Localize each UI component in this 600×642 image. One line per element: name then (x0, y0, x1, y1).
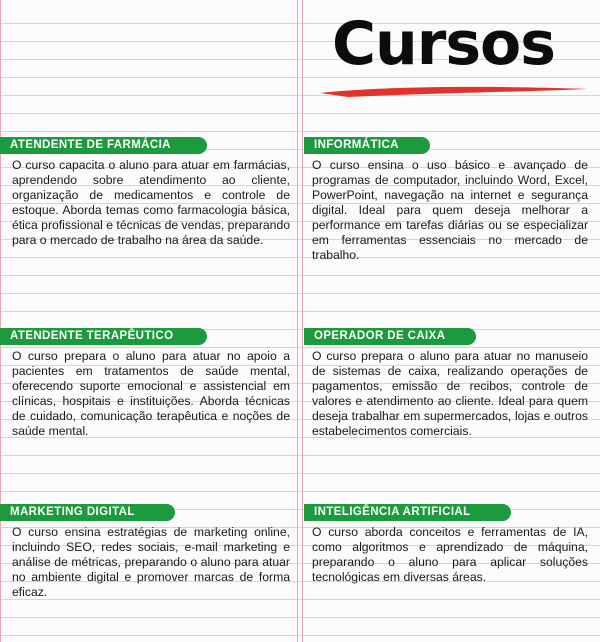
course-card-marketing-digital (0, 502, 290, 600)
course-label: OPERADOR DE CAIXA (304, 328, 476, 345)
course-card-atendente-terapeutico (0, 326, 290, 439)
course-description: O curso aborda conceitos e ferramentas de IA, como algoritmos e aprendizado de máquina, preparando o aluno para aplicar soluções tecnológicas em diversas áreas. (312, 525, 588, 584)
course-card-inteligencia-artificial (304, 502, 588, 585)
course-label: ATENDENTE TERAPÊUTICO (0, 328, 207, 345)
title-brush-underline (318, 83, 590, 99)
course-description: O curso capacita o aluno para atuar em farmácias, aprendendo sobre atendimento ao cliente, organização de medicamentos e controle de estoque. Aborda temas como farmacologia básica, ética profissional e técnicas de vendas, preparando para o mercado de trabalho na área da saúde. (12, 158, 290, 247)
course-description: O curso prepara o aluno para atuar no manuseio de sistemas de caixa, realizando operações de pagamentos, emissão de recibos, controle de valores e atendimento ao cliente. Ideal para quem deseja trabalhar em supermercados, lojas e outros estabelecimentos comerciais. (312, 349, 588, 438)
course-label: INFORMÁTICA (304, 137, 430, 154)
course-card-atendente-farmacia (0, 135, 290, 248)
notebook-margin-line-center-left (297, 0, 298, 642)
course-label: ATENDENTE DE FARMÁCIA (0, 137, 207, 154)
course-card-operador-caixa (304, 326, 588, 439)
course-label: MARKETING DIGITAL (0, 504, 175, 521)
course-card-informatica (304, 135, 588, 263)
course-description: O curso ensina o uso básico e avançado de programas de computador, incluindo Word, Excel, PowerPoint, navegação na internet e segurança digital. Ideal para quem deseja melhorar a performance em tarefas diárias ou se especializar em ferramentas essenciais no mercado de trabalho. (312, 158, 588, 262)
course-description: O curso prepara o aluno para atuar no apoio a pacientes em tratamentos de saúde mental, oferecendo suporte emocional e assistencial em clínicas, hospitais e instituições. Aborda técnicas de cuidado, comunicação terapêutica e noções de saúde mental. (12, 349, 290, 438)
course-description: O curso ensina estratégias de marketing online, incluindo SEO, redes sociais, e-mail marketing e análise de métricas, preparando o aluno para atuar no ambiente digital e promover marcas de forma eficaz. (12, 525, 290, 599)
course-label: INTELIGÊNCIA ARTIFICIAL (304, 504, 511, 521)
notebook-margin-line-center-right (302, 0, 303, 642)
page-title: Cursos (332, 9, 555, 79)
